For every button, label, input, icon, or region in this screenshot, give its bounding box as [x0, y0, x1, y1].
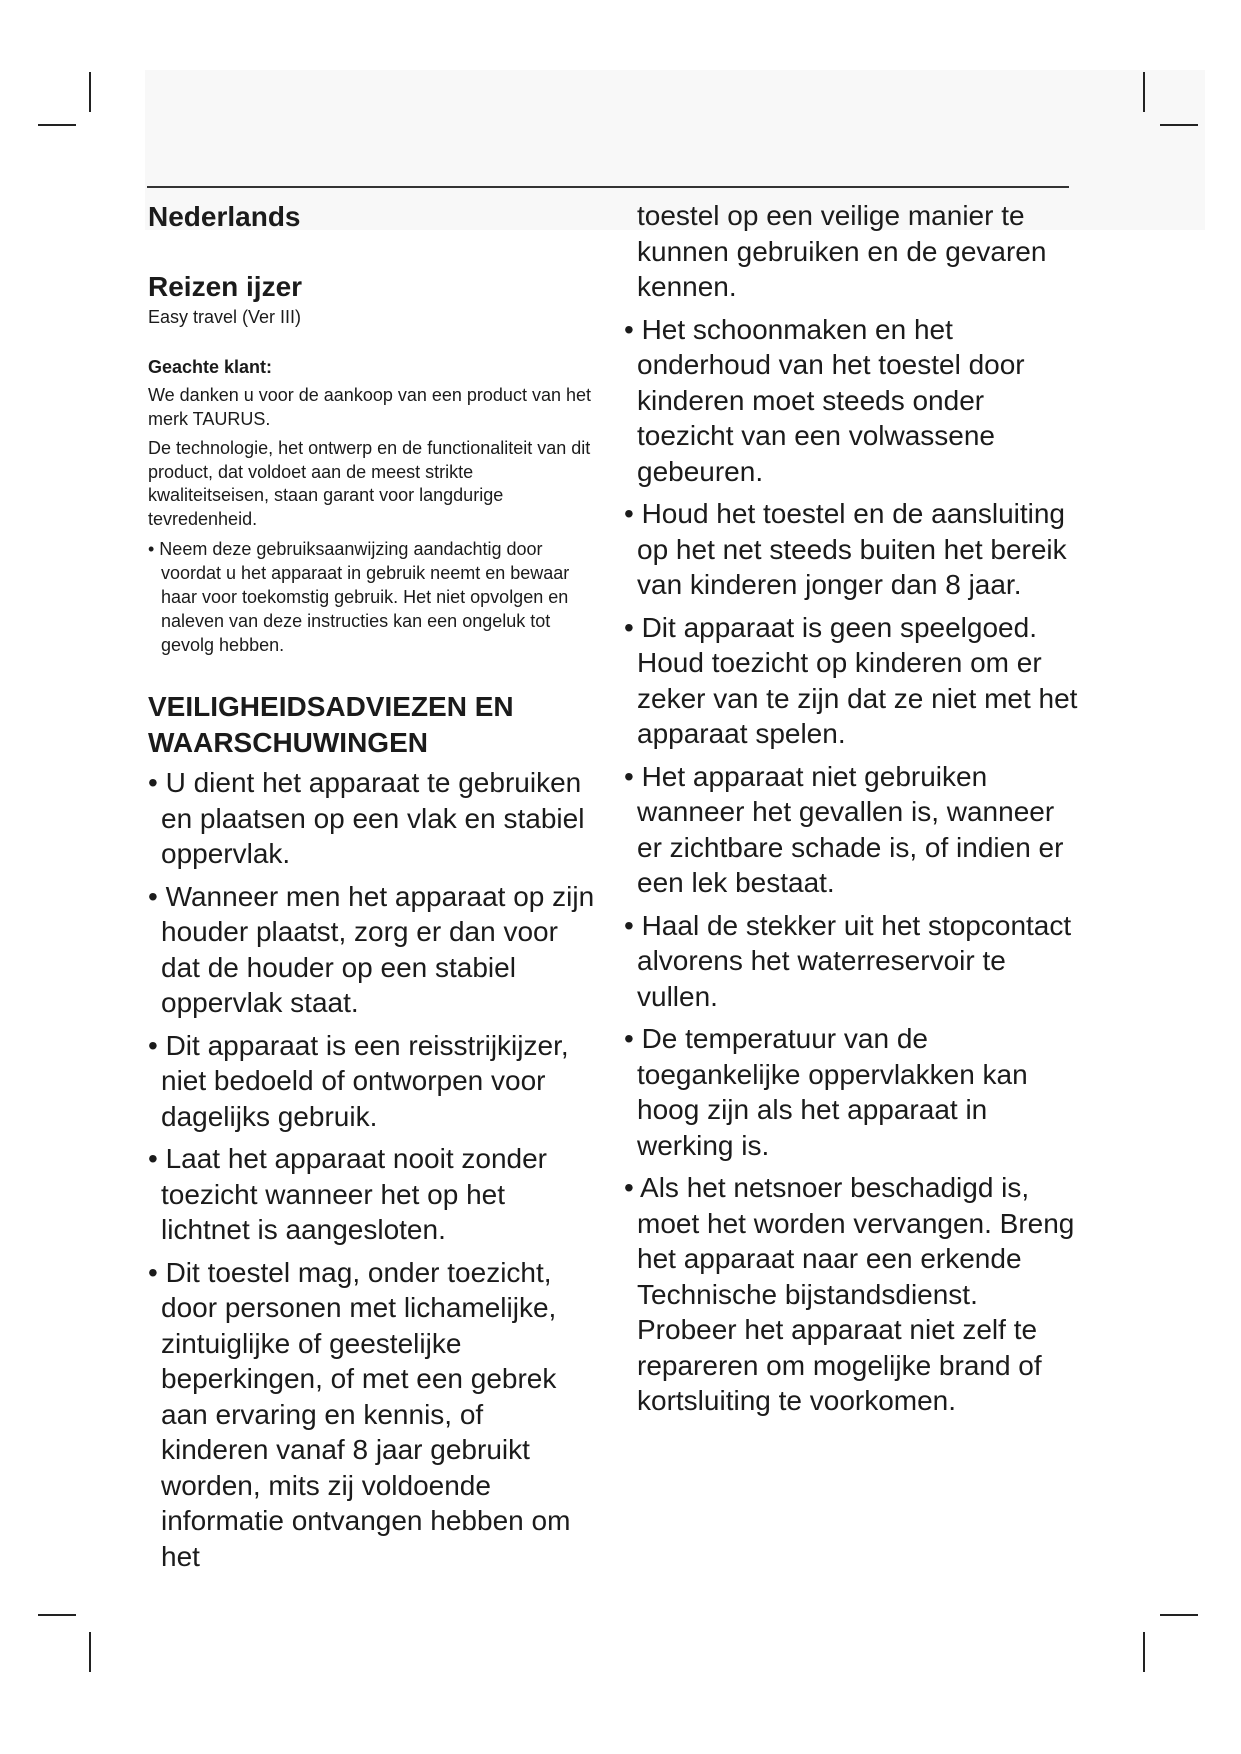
crop-mark [89, 72, 91, 112]
intro-bullet: • Neem deze gebruiksaanwijzing aandachtig door voordat u het apparaat in gebruik neemt en bewaar haar voor toekomstig gebruik. Het niet opvolgen en naleven van deze instructies kan een ongeluk tot gevolg hebben. [148, 539, 570, 655]
crop-mark [1143, 72, 1145, 112]
safety-list-left [148, 765, 598, 1574]
right-column [624, 190, 1084, 1426]
safety-list-right [624, 312, 1084, 1419]
safety-item: • Als het netsnoer beschadigd is, moet het worden vervangen. Breng het apparaat naar een erkende Technische bijstandsdienst. Probeer het apparaat niet zelf te repareren om mogelijke brand of kortsluiting te voorkomen. [624, 1172, 1075, 1416]
crop-mark [89, 1632, 91, 1672]
intro-paragraph: We danken u voor de aankoop van een product van het merk TAURUS. [148, 385, 591, 429]
product-model: Easy travel (Ver III) [148, 307, 302, 327]
safety-item: • Houd het toestel en de aansluiting op het net steeds buiten het bereik van kinderen jonger dan 8 jaar. [624, 498, 1067, 600]
intro-paragraph: De technologie, het ontwerp en de functionaliteit van dit product, dat voldoet aan de meest strikte kwaliteitseisen, staan garant voor langdurige tevredenheid. [148, 438, 591, 529]
safety-item: • Wanneer men het apparaat op zijn houder plaatst, zorg er dan voor dat de houder op een stabiel oppervlak staat. [148, 880, 595, 1018]
crop-mark [1160, 124, 1198, 126]
safety-item: • De temperatuur van de toegankelijke oppervlakken kan hoog zijn als het apparaat in werking is. [624, 1023, 1028, 1161]
safety-item: • Dit toestel mag, onder toezicht, door personen met lichamelijke, zintuiglijke of geestelijke beperkingen, of met een gebrek aan ervaring en kennis, of kinderen vanaf 8 jaar gebruikt worden, mits zij voldoende informatie ontvangen hebben om het [148, 1256, 571, 1572]
safety-heading: VEILIGHEIDSADVIEZEN EN WAARSCHUWINGEN [148, 691, 514, 758]
left-column [148, 190, 598, 1581]
language-heading: Nederlands [148, 201, 301, 232]
crop-mark [1143, 1632, 1145, 1672]
product-title: Reizen ijzer [148, 271, 303, 302]
safety-item: • Het schoonmaken en het onderhoud van het toestel door kinderen moet steeds onder toezicht van een volwassene gebeuren. [624, 313, 1025, 487]
safety-item: • Dit apparaat is een reisstrijkijzer, niet bedoeld of ontworpen voor dagelijks gebruik. [148, 1029, 569, 1132]
crop-mark [38, 124, 76, 126]
crop-mark [1160, 1614, 1198, 1616]
safety-item-continuation: toestel op een veilige manier te kunnen gebruiken en de gevaren kennen. [637, 200, 1047, 302]
safety-item: • Laat het apparaat nooit zonder toezicht wanneer het op het lichtnet is aangesloten. [148, 1143, 547, 1245]
safety-item: • Dit apparaat is geen speelgoed. Houd toezicht op kinderen om er zeker van te zijn dat ze niet met het apparaat spelen. [624, 611, 1078, 749]
greeting: Geachte klant: [148, 357, 273, 377]
safety-item: • Haal de stekker uit het stopcontact alvorens het waterreservoir te vullen. [624, 909, 1072, 1012]
safety-item: • Het apparaat niet gebruiken wanneer het gevallen is, wanneer er zichtbare schade is, of indien er een lek bestaat. [624, 760, 1064, 898]
header-rule [147, 186, 1069, 188]
crop-mark [38, 1614, 76, 1616]
safety-item: • U dient het apparaat te gebruiken en plaatsen op een vlak en stabiel oppervlak. [148, 767, 585, 869]
